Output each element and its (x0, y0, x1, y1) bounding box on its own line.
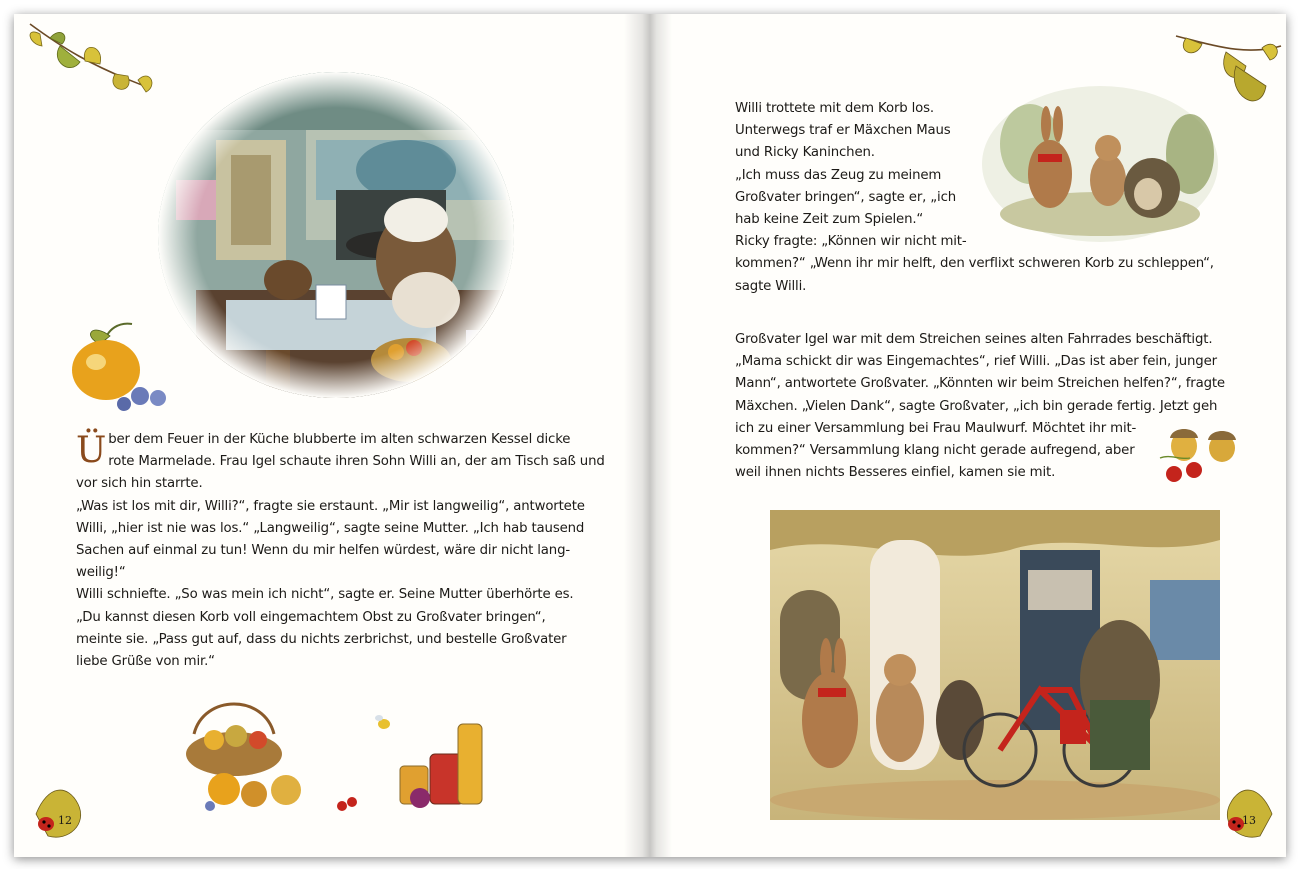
text-line: „Was ist los mit dir, Willi?“, fragte sie erstaunt. „Mir ist langweilig“, antwortete (76, 498, 585, 514)
text-line: weilig!“ (76, 565, 126, 581)
leaf-branch-icon (20, 16, 160, 106)
acorn-icon (1150, 414, 1260, 489)
page-number-right: 13 (1242, 814, 1256, 827)
dropcap-letter: Ü (76, 430, 107, 471)
text-line: sagte Willi. (735, 278, 807, 294)
text-line: Willi trottete mit dem Korb los. (735, 101, 935, 116)
text-line: ich zu einer Versammlung bei Frau Maulwurf. Möchtet ihr mit- (735, 420, 1137, 436)
grandfather-bicycle-illustration (770, 510, 1220, 820)
animals-illustration (980, 84, 1220, 244)
text-line: hab keine Zeit zum Spielen.“ (735, 212, 924, 228)
text-line: kommen?“ Versammlung klang nicht gerade aufregend, aber (735, 443, 1135, 459)
text-line: ber dem Feuer in der Küche blubberte im alten schwarzen Kessel dicke (108, 432, 571, 447)
text-line: liebe Grüße von mir.“ (76, 654, 215, 670)
text-line: und Ricky Kaninchen. (735, 145, 875, 161)
text-line: „Du kannst diesen Korb voll eingemachtem Obst zu Großvater bringen“, (76, 609, 546, 625)
text-line: Sachen auf einmal zu tun! Wenn du mir helfen würdest, wäre dir nicht lang- (76, 543, 571, 559)
text-line: Ricky fragte: „Können wir nicht mit- (735, 234, 967, 250)
left-body-text (76, 429, 605, 673)
text-line: Willi schniefte. „So was mein ich nicht“, sagte er. Seine Mutter überhörte es. (76, 587, 574, 603)
apple-icon (62, 314, 182, 424)
text-line: „Ich muss das Zeug zu meinem (735, 167, 942, 183)
text-line: rote Marmelade. Frau Igel schaute ihren Sohn Willi an, der am Tisch saß und (108, 454, 605, 470)
right-gutter-shadow (650, 14, 672, 857)
left-gutter-shadow (624, 14, 650, 857)
text-line: „Mama schickt dir was Eingemachtes“, rief Willi. „Das ist aber fein, junger (735, 354, 1217, 370)
text-line: kommen?“ „Wenn ihr mir helft, den verflixt schweren Korb zu schleppen“, (735, 256, 1214, 272)
page-number-left: 12 (58, 814, 72, 827)
text-line: Unterwegs traf er Mäxchen Maus (735, 123, 951, 139)
right-body-text-2 (735, 329, 1225, 484)
left-page (14, 14, 650, 857)
open-book-spread (14, 14, 1286, 857)
right-page (650, 14, 1286, 857)
text-line: Willi, „hier ist nie was los.“ „Langweilig“, sagte seine Mutter. „Ich hab tausend (76, 520, 585, 536)
text-line: meinte sie. „Pass gut auf, dass du nichts zerbrichst, und bestelle Großvater (76, 631, 567, 647)
text-line: Mann“, antwortete Großvater. „Könnten wir beim Streichen helfen?“, fragte (735, 376, 1225, 392)
text-line: Großvater Igel war mit dem Streichen seines alten Fahrrades beschäftigt. (735, 332, 1213, 347)
text-line: Mäxchen. „Vielen Dank“, sagte Großvater, „ich bin gerade fertig. Jetzt geh (735, 398, 1218, 414)
text-line: Großvater bringen“, sagte er, „ich (735, 189, 957, 205)
kitchen-illustration (156, 70, 516, 400)
preserves-illustration (174, 694, 514, 824)
text-line: vor sich hin starrte. (76, 476, 203, 492)
text-line: weil ihnen nichts Besseres einfiel, kamen sie mit. (735, 465, 1056, 481)
